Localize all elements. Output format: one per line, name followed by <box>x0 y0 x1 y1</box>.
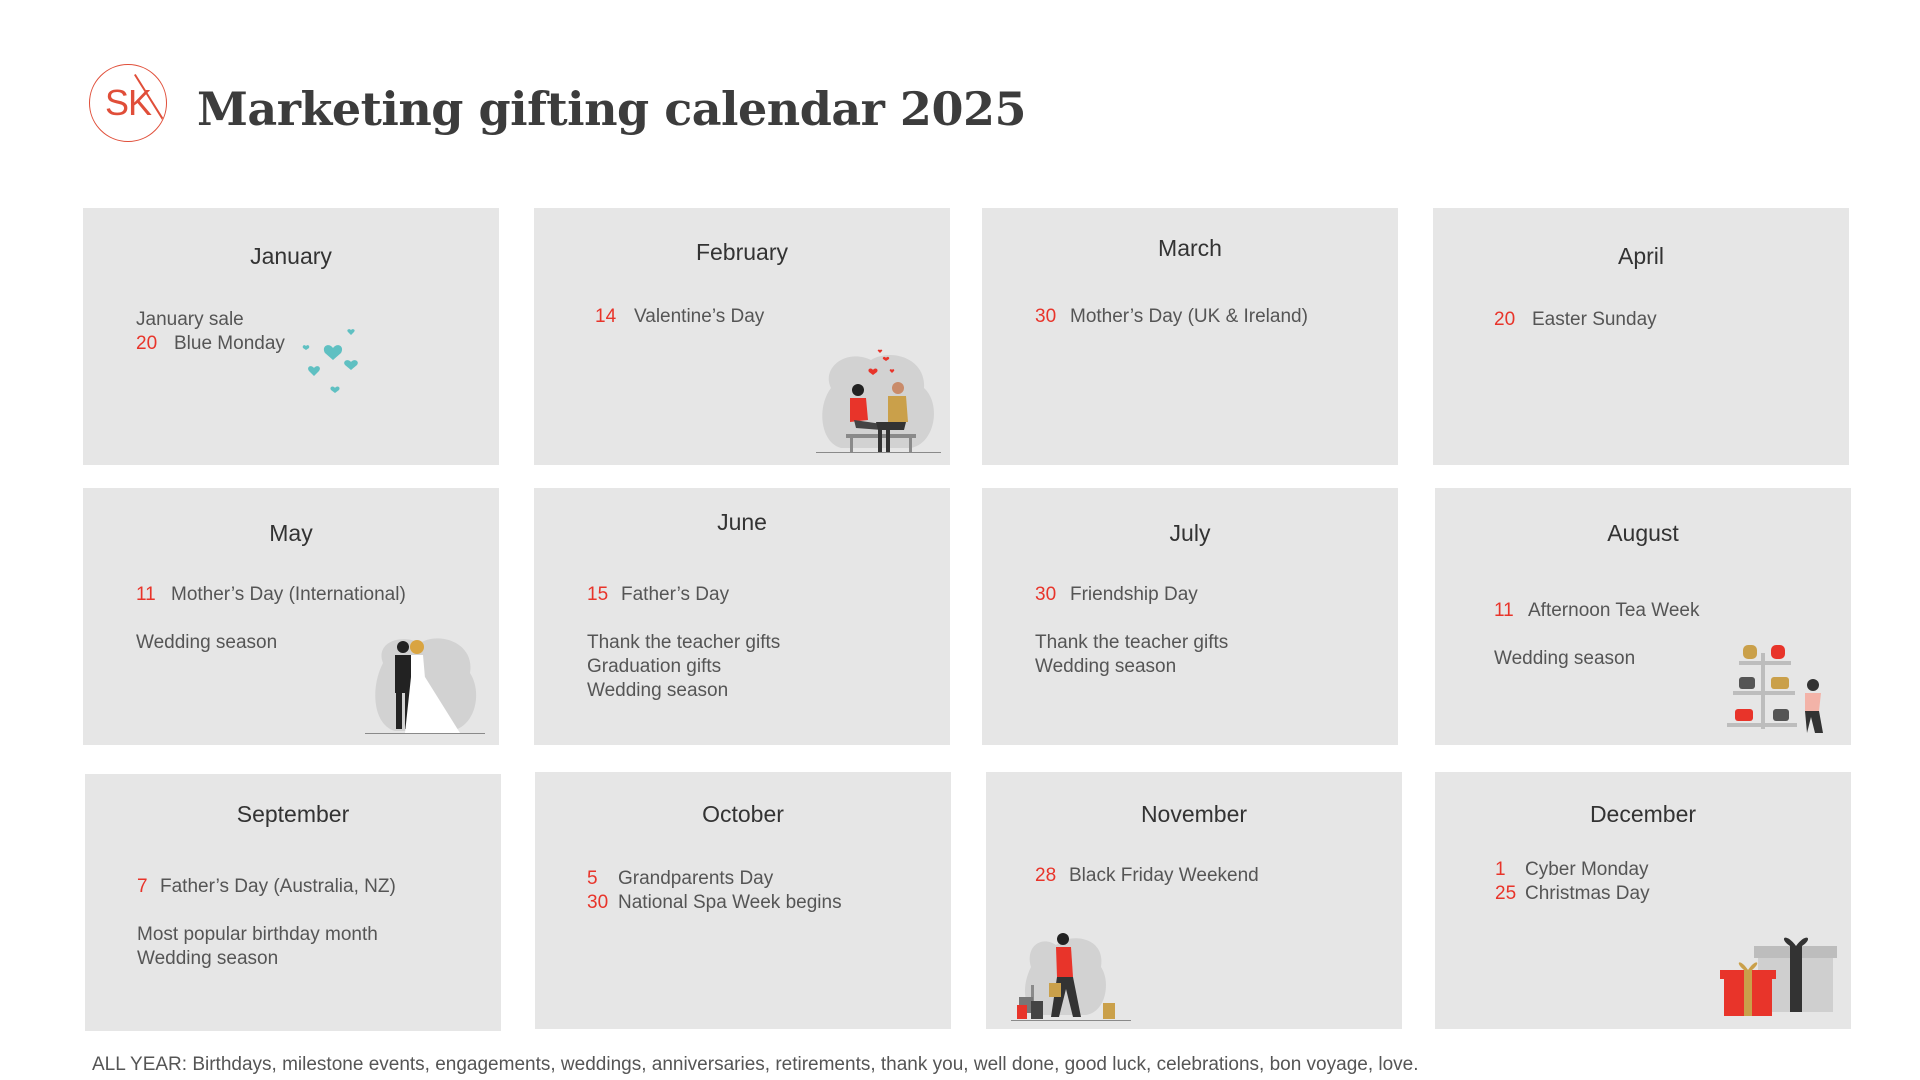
event-text: Afternoon Tea Week <box>1528 600 1700 621</box>
event-text: Thank the teacher gifts <box>1035 632 1229 653</box>
month-card-june <box>534 488 950 745</box>
month-card-august <box>1435 488 1851 745</box>
event-text: Wedding season <box>137 948 279 969</box>
event-day: 7 <box>137 876 148 897</box>
month-name: October <box>702 801 784 827</box>
event-text: January sale <box>136 309 244 330</box>
event-line <box>1494 647 1635 671</box>
month-name: January <box>250 243 332 269</box>
event-day: 11 <box>136 584 156 605</box>
event-line <box>1494 599 1699 623</box>
sk-logo <box>89 64 167 142</box>
event-line <box>1495 858 1649 882</box>
event-text: Graduation gifts <box>587 656 722 677</box>
event-line <box>587 583 729 607</box>
month-name: April <box>1617 243 1664 269</box>
month-name: August <box>1607 520 1679 546</box>
event-text: Father’s Day (Australia, NZ) <box>160 876 396 897</box>
month-card-november <box>986 772 1402 1029</box>
event-line <box>587 631 780 655</box>
event-text: Mother’s Day (UK & Ireland) <box>1070 306 1308 327</box>
month-card-july <box>982 488 1398 745</box>
event-line <box>136 332 285 356</box>
month-card-april <box>1433 208 1849 465</box>
event-line <box>587 655 721 679</box>
event-text: Most popular birthday month <box>137 924 378 945</box>
event-text: Grandparents Day <box>618 868 774 889</box>
event-text: Friendship Day <box>1070 584 1198 605</box>
month-card-may <box>83 488 499 745</box>
event-line <box>587 679 728 703</box>
event-day: 5 <box>587 868 598 889</box>
event-day: 30 <box>1035 306 1057 327</box>
event-line <box>1495 882 1650 906</box>
event-line <box>1035 655 1176 679</box>
event-day: 30 <box>1035 584 1057 605</box>
month-card-october <box>535 772 951 1029</box>
event-text: Cyber Monday <box>1525 859 1649 880</box>
event-text: Thank the teacher gifts <box>587 632 781 653</box>
event-line <box>1035 583 1198 607</box>
event-line <box>1035 305 1308 329</box>
hearts-icon <box>293 318 363 398</box>
event-text: National Spa Week begins <box>618 892 842 913</box>
event-day: 15 <box>587 584 609 605</box>
gift-boxes-icon <box>1720 932 1835 1022</box>
event-text: Christmas Day <box>1525 883 1650 904</box>
footer-note: ALL YEAR: Birthdays, milestone events, engagements, weddings, anniversaries, retirements, thank you, well done, good luck, celebrations, bon voyage, love. <box>92 1054 1419 1075</box>
event-day: 20 <box>1494 309 1516 330</box>
event-text: Mother’s Day (International) <box>171 584 406 605</box>
month-name: June <box>717 509 767 535</box>
event-day: 11 <box>1494 600 1514 621</box>
event-day: 1 <box>1495 859 1506 880</box>
month-name: March <box>1158 235 1222 261</box>
event-text: Valentine’s Day <box>634 306 765 327</box>
event-day: 28 <box>1035 865 1057 886</box>
month-card-january <box>83 208 499 465</box>
event-line <box>1494 308 1657 332</box>
month-name: February <box>695 239 789 265</box>
event-line <box>136 583 406 607</box>
event-text: Black Friday Weekend <box>1069 865 1259 886</box>
logo-text: SK <box>104 82 152 123</box>
event-text: Father’s Day <box>621 584 730 605</box>
page-title: Marketing gifting calendar 2025 <box>197 82 1026 136</box>
event-text: Easter Sunday <box>1532 309 1657 330</box>
month-card-december <box>1435 772 1851 1029</box>
month-name: September <box>236 801 350 827</box>
month-name: May <box>269 520 313 546</box>
shopper-with-bags-icon <box>1011 927 1131 1027</box>
event-line <box>587 867 773 891</box>
event-text: Wedding season <box>587 680 729 701</box>
wedding-couple-icon <box>365 633 485 745</box>
event-line <box>137 947 278 971</box>
event-day: 20 <box>136 333 158 354</box>
event-line <box>136 631 277 655</box>
event-day: 25 <box>1495 883 1517 904</box>
month-card-february <box>534 208 950 465</box>
event-line <box>137 923 378 947</box>
event-line <box>1035 864 1259 888</box>
event-text: Wedding season <box>136 632 278 653</box>
month-name: November <box>1140 801 1248 827</box>
month-name: December <box>1589 801 1697 827</box>
month-card-september <box>85 774 501 1031</box>
couple-on-bench-icon <box>816 348 941 465</box>
month-card-march <box>982 208 1398 465</box>
event-line <box>595 305 764 329</box>
afternoon-tea-stand-icon <box>1725 633 1830 745</box>
event-text: Blue Monday <box>174 333 285 354</box>
event-line <box>587 891 842 915</box>
event-text: Wedding season <box>1494 648 1636 669</box>
event-day: 14 <box>595 306 617 327</box>
event-line <box>137 875 396 899</box>
event-text: Wedding season <box>1035 656 1177 677</box>
month-name: July <box>1169 520 1211 546</box>
event-line <box>1035 631 1228 655</box>
event-day: 30 <box>587 892 609 913</box>
event-line <box>136 308 244 332</box>
